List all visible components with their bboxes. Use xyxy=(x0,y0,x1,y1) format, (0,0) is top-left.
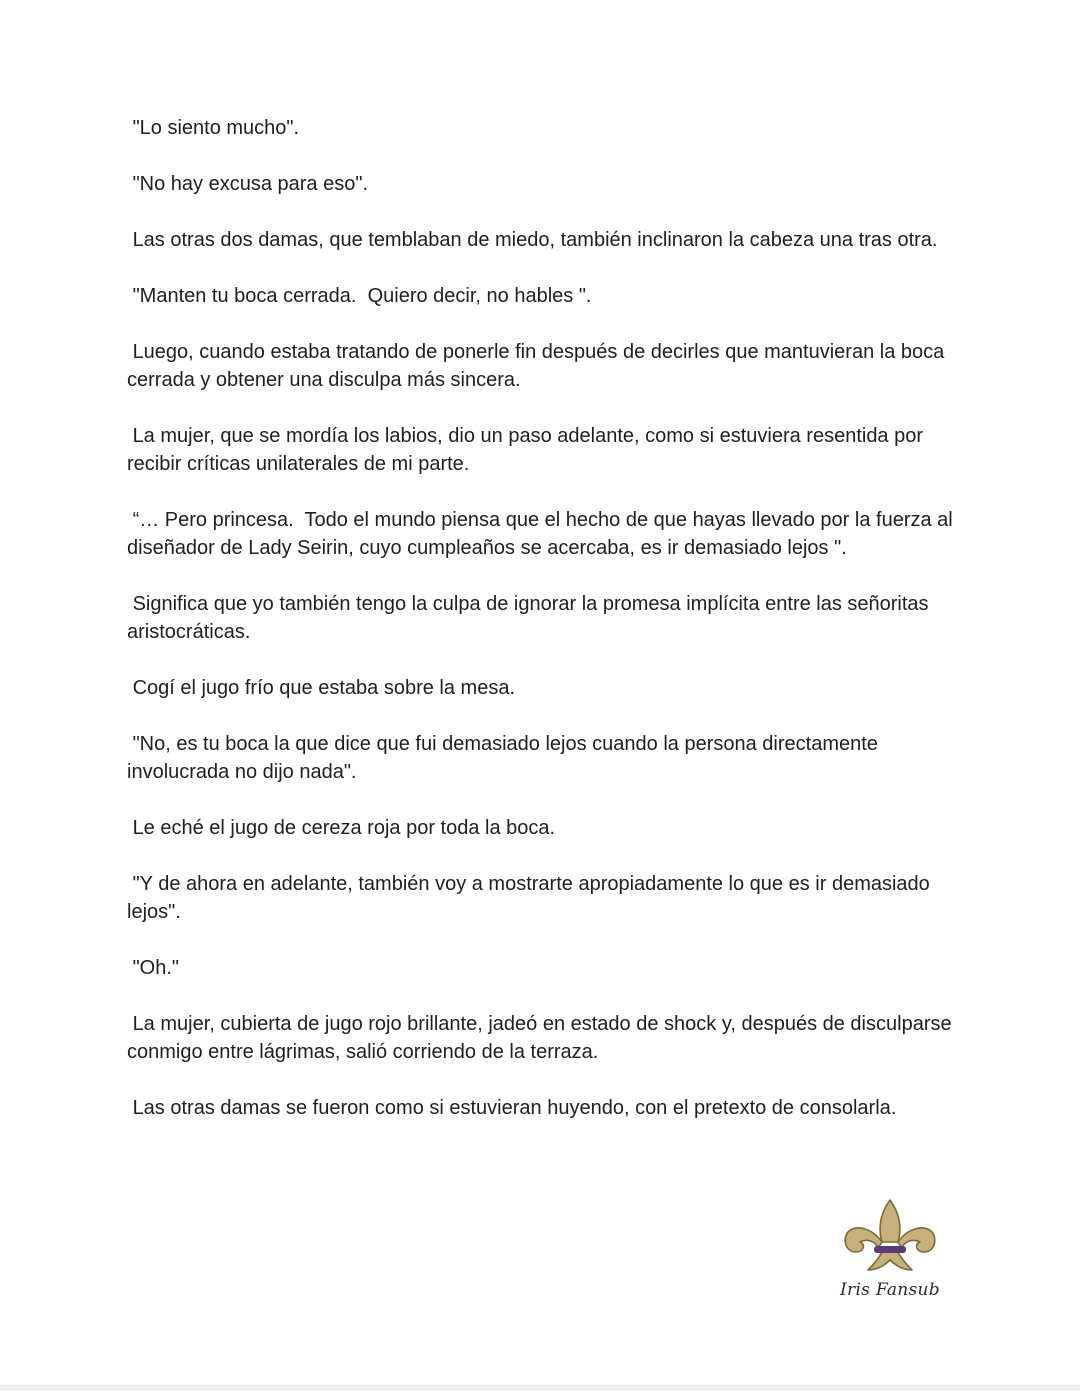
document-body xyxy=(127,114,957,1150)
paragraph: "No hay excusa para eso". xyxy=(127,173,369,195)
paragraph: "Manten tu boca cerrada. Quiero decir, no hables ". xyxy=(127,285,592,307)
paragraph: "Lo siento mucho". xyxy=(127,117,300,139)
paragraph: Luego, cuando estaba tratando de ponerle fin después de decirles que mantuvieran la boca cerrada y obtener una disculpa más sincera. xyxy=(127,341,950,391)
paragraph: Significa que yo también tengo la culpa de ignorar la promesa implícita entre las señoritas aristocráticas. xyxy=(127,593,935,643)
paragraph: "Y de ahora en adelante, también voy a mostrarte apropiadamente lo que es ir demasiado lejos". xyxy=(127,873,936,923)
fleur-de-lis-icon xyxy=(838,1196,942,1278)
paragraph: La mujer, cubierta de jugo rojo brillante, jadeó en estado de shock y, después de disculparse conmigo entre lágrimas, salió corriendo de la terraza. xyxy=(127,1013,958,1063)
paragraph: “… Pero princesa. Todo el mundo piensa que el hecho de que hayas llevado por la fuerza al diseñador de Lady Seirin, cuyo cumpleaños se acercaba, es ir demasiado lejos ". xyxy=(127,509,959,559)
paragraph: Las otras damas se fueron como si estuvieran huyendo, con el pretexto de consolarla. xyxy=(127,1097,897,1119)
paragraph: La mujer, que se mordía los labios, dio un paso adelante, como si estuviera resentida por recibir críticas unilaterales de mi parte. xyxy=(127,425,929,475)
paragraph: Cogí el jugo frío que estaba sobre la mesa. xyxy=(127,677,516,699)
iris-fansub-logo xyxy=(838,1196,942,1306)
paragraph: "Oh." xyxy=(127,957,179,979)
paragraph: Le eché el jugo de cereza roja por toda la boca. xyxy=(127,817,556,839)
paragraph: Las otras dos damas, que temblaban de miedo, también inclinaron la cabeza una tras otra. xyxy=(127,229,938,251)
paragraph: "No, es tu boca la que dice que fui demasiado lejos cuando la persona directamente involucrada no dijo nada". xyxy=(127,733,884,783)
logo-text: Iris Fansub xyxy=(840,1280,940,1300)
page-bottom-edge xyxy=(0,1385,1080,1391)
